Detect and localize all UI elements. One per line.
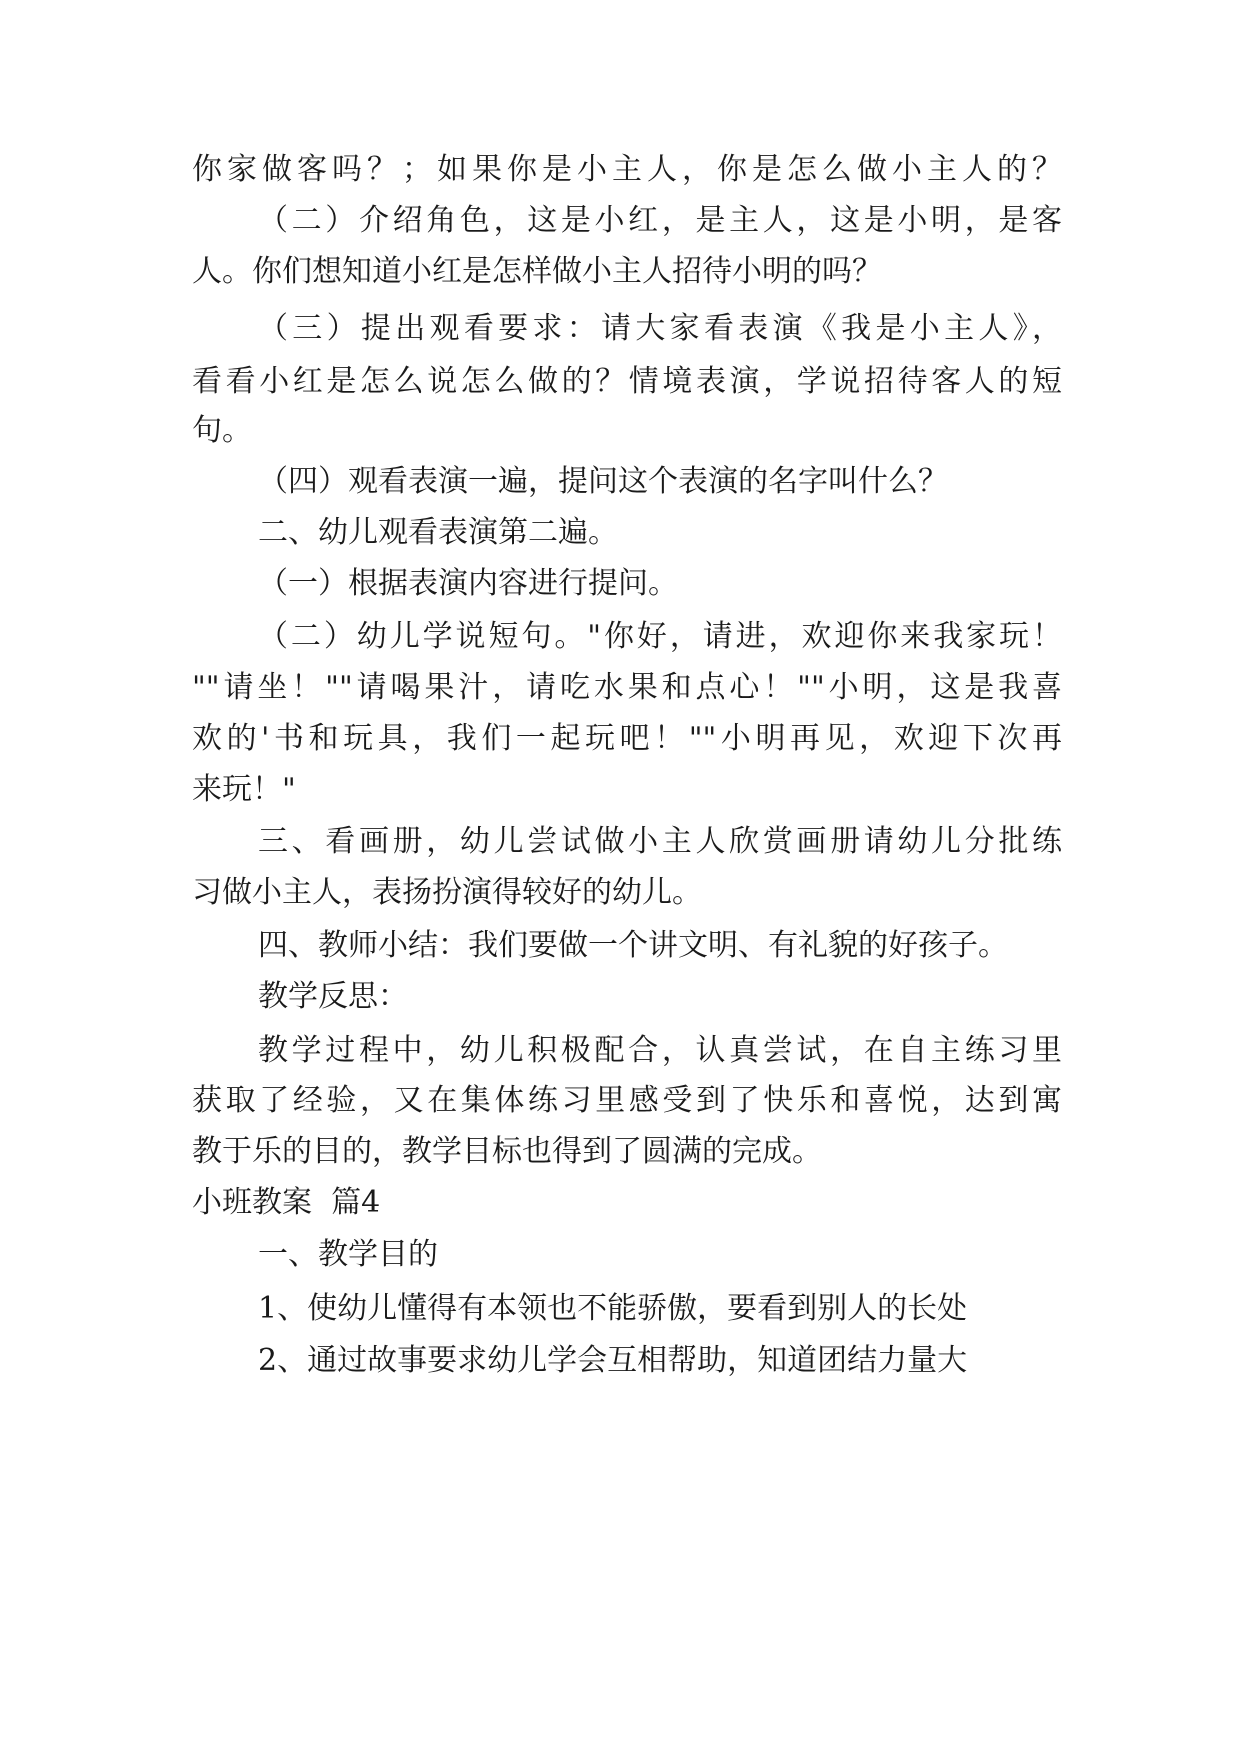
section-heading: 小班教案 篇4 <box>192 1185 381 1220</box>
text-line: 一、教学目的 <box>258 1237 438 1272</box>
text-line: 2、通过故事要求幼儿学会互相帮助，知道团结力量大 <box>258 1343 968 1378</box>
text-line: （一）根据表演内容进行提问。 <box>258 566 678 601</box>
text-line: （二）介绍角色，这是小红，是主人，这是小明，是客 <box>258 203 1062 238</box>
text-line: 看看小红是怎么说怎么做的？情境表演，学说招待客人的短 <box>192 364 1062 399</box>
text-line: 1、使幼儿懂得有本领也不能骄傲，要看到别人的长处 <box>258 1291 968 1326</box>
text-line: 三、看画册，幼儿尝试做小主人欣赏画册请幼儿分批练 <box>258 824 1062 859</box>
text-line: 你家做客吗？；如果你是小主人，你是怎么做小主人的？ <box>192 152 1062 187</box>
text-line: ""请坐！""请喝果汁，请吃水果和点心！""小明，这是我喜 <box>192 670 1062 705</box>
text-line: 句。 <box>192 413 252 448</box>
text-line: 欢的'书和玩具，我们一起玩吧！""小明再见，欢迎下次再 <box>192 721 1062 756</box>
text-line: 获取了经验，又在集体练习里感受到了快乐和喜悦，达到寓 <box>192 1083 1062 1118</box>
text-line: （四）观看表演一遍，提问这个表演的名字叫什么？ <box>258 464 948 499</box>
text-line: 四、教师小结：我们要做一个讲文明、有礼貌的好孩子。 <box>258 928 1008 963</box>
text-line: 二、幼儿观看表演第二遍。 <box>258 515 618 550</box>
text-line: 来玩！" <box>192 772 296 807</box>
text-line: 习做小主人，表扬扮演得较好的幼儿。 <box>192 875 702 910</box>
text-line: （二）幼儿学说短句。"你好，请进，欢迎你来我家玩！ <box>258 619 1062 654</box>
text-line: 教于乐的目的，教学目标也得到了圆满的完成。 <box>192 1134 822 1169</box>
text-line: （三）提出观看要求：请大家看表演《我是小主人》， <box>258 311 1062 346</box>
text-line: 教学反思： <box>258 979 408 1014</box>
text-line: 教学过程中，幼儿积极配合，认真尝试，在自主练习里 <box>258 1033 1062 1068</box>
text-line: 人。你们想知道小红是怎样做小主人招待小明的吗？ <box>192 254 882 289</box>
